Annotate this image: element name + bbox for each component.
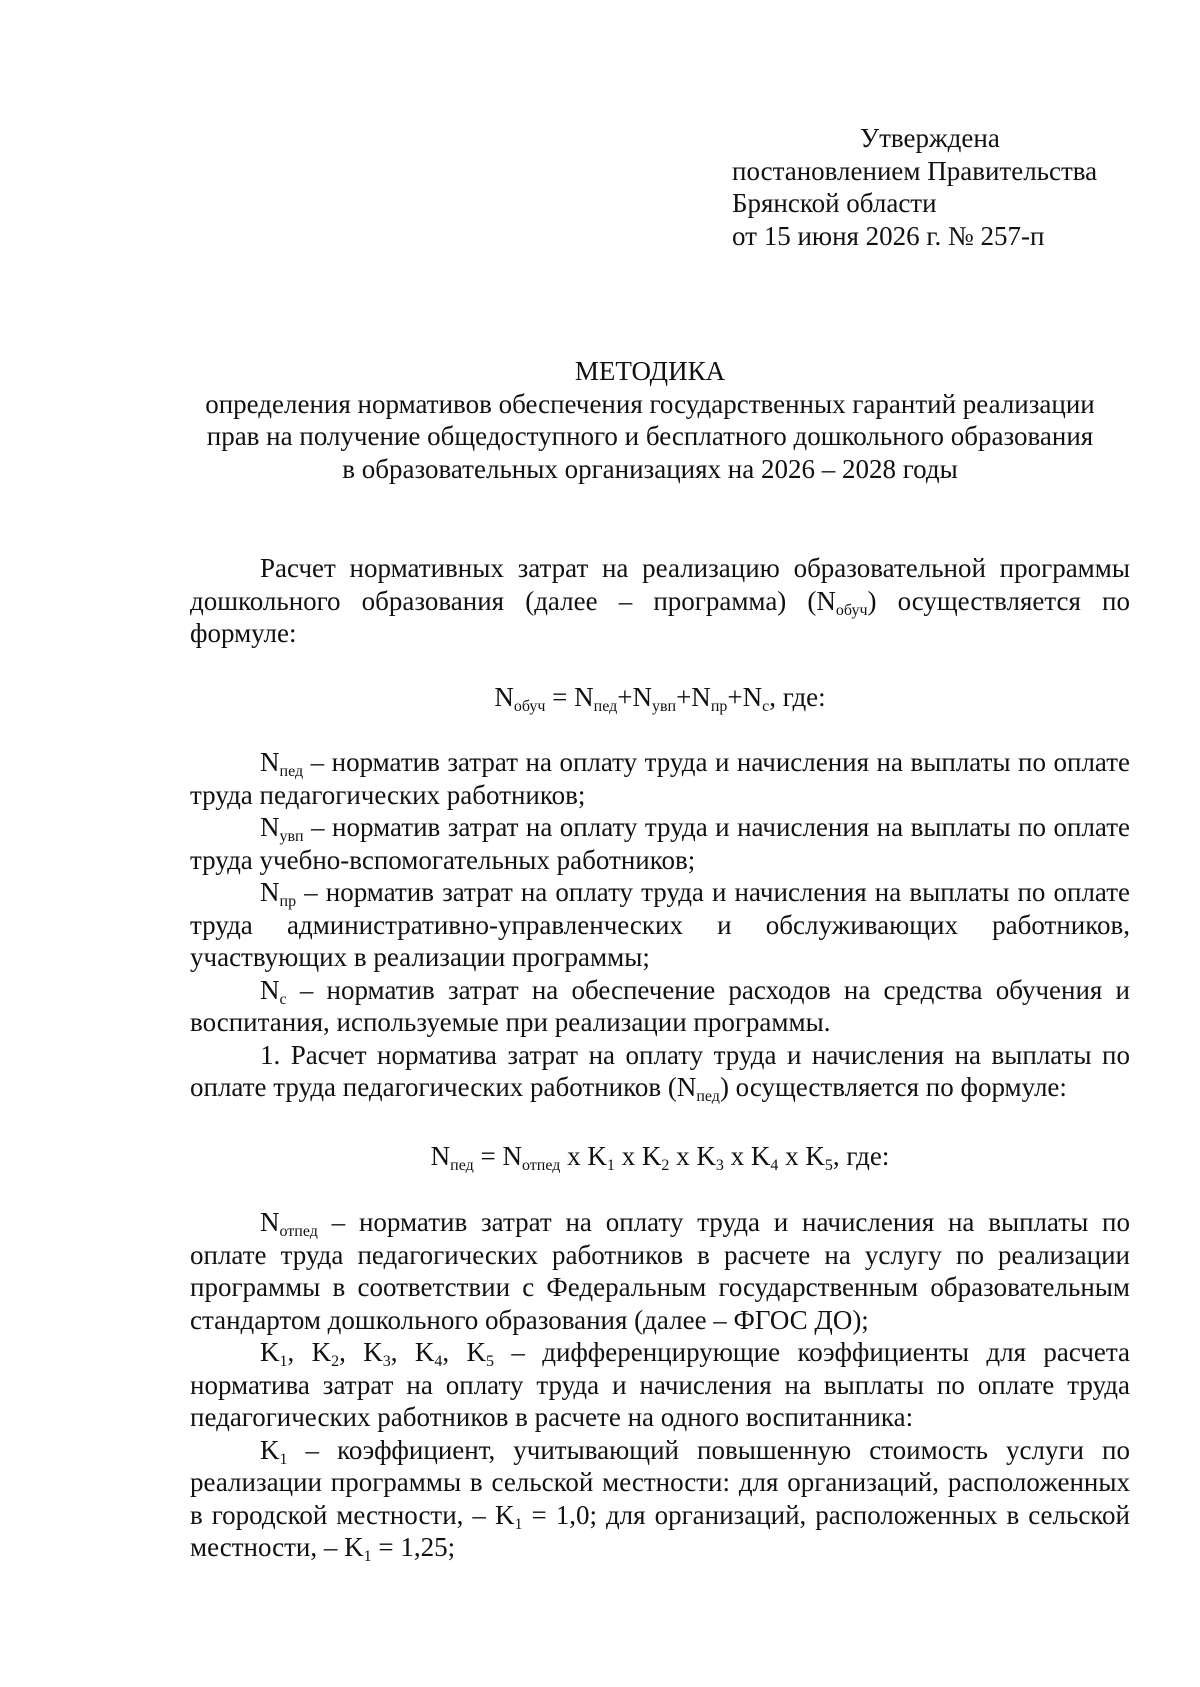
definition-k-coefficients: $K_1$, $K_2$, $K_3$, $K_4$, $K_5$ – дифференцирующие коэффициенты для расчета норматива затрат на оплату труда и начисления на выплаты по оплате труда педагогических работников в расчете на одного воспитанника: — [190, 1337, 1131, 1432]
title-line-3: в образовательных организациях на 2026 – 2028 годы — [342, 453, 958, 484]
approval-line-3: Брянской области — [732, 188, 937, 218]
formula-2 — [190, 1140, 1130, 1173]
title-line-1: определения нормативов обеспечения государственных гарантий реализации — [205, 388, 1095, 419]
item-1-paragraph: 1. Расчет норматива затрат на оплату труда и начисления на выплаты по оплате труда педагогических работников $(N_{пед})$ осуществляется по формуле: — [190, 1039, 1130, 1105]
approval-line-4: от 15 июня 2026 г. № 257-п — [732, 220, 1045, 251]
coefficients-section — [190, 1206, 1130, 1564]
document-title — [160, 355, 1140, 485]
title-heading: МЕТОДИКА — [574, 356, 726, 386]
intro-section — [190, 552, 1130, 650]
title-line-2: прав на получение общедоступного и бесплатного дошкольного образования — [206, 421, 1094, 451]
definition-k1: $K_1$ – коэффициент, учитывающий повышенную стоимость услуги по реализации программы в сельской местности: для организаций, расположенных в городской местности, – $K_1 = 1,0$; для организаций, расположенных в сельской местности, – $K_1 = 1,25$; — [190, 1434, 1131, 1565]
intro-paragraph: Расчет нормативных затрат на реализацию образовательной программы дошкольного образования (далее – программа) $(N_{обуч})$ осуществляется по формуле: — [190, 553, 1130, 648]
approval-line-2: постановлением Правительства — [732, 155, 1098, 186]
formula-1 — [190, 681, 1130, 714]
definition-n-otped: $N_{отпед}$ – норматив затрат на оплату труда и начисления на выплаты по оплате труда педагогических работников в расчете на услугу по реализации программы в соответствии с Федеральным государственным образовательным стандартом дошкольного образования (далее – ФГОС ДО); — [190, 1207, 1130, 1335]
approval-line-1: Утверждена — [860, 123, 1000, 153]
approval-stamp — [732, 122, 1162, 252]
definition-n-c: $N_с$ – норматив затрат на обеспечение расходов на средства обучения и воспитания, используемые при реализации программы. — [190, 974, 1130, 1037]
definition-n-uvp: $N_{увп}$ – норматив затрат на оплату труда и начисления на выплаты по оплате труда учебно-вспомогательных работников; — [190, 812, 1130, 875]
definition-n-ped: $N_{пед}$ – норматив затрат на оплату труда и начисления на выплаты по оплате труда педагогических работников; — [190, 747, 1130, 810]
definitions-section — [190, 746, 1130, 1104]
definition-n-pr: $N_{пр}$ – норматив затрат на оплату труда и начисления на выплаты по оплате труда административно-управленческих и обслуживающих работников, участвующих в реализации программы; — [190, 877, 1130, 972]
formula-n-ped: $N_{пед} = N_{отпед}$ x $K_1$ x $K_2$ x $K_3$ x $K_4$ x $K_5$, где: — [430, 1141, 890, 1174]
formula-n-obuch: $N_{обуч} = N_{пед}+N_{увп}+N_{пр}+N_с$, где: — [494, 682, 826, 715]
